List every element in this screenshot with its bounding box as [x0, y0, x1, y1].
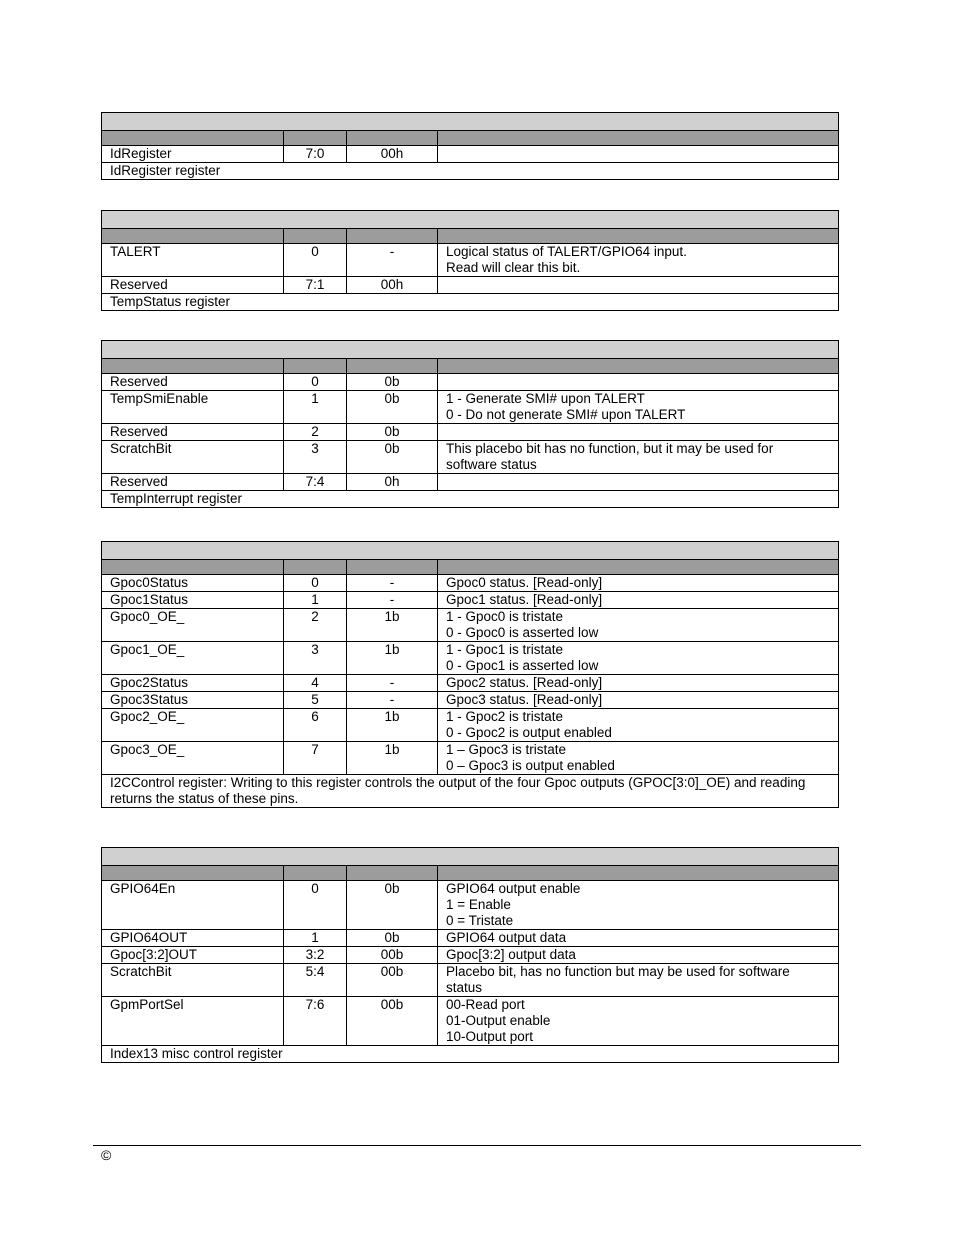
bits-cell: 5 [284, 692, 347, 709]
description-cell [438, 881, 839, 930]
description-cell [438, 609, 839, 642]
table-row [102, 441, 839, 474]
table-caption-row [102, 1046, 839, 1063]
description-cell [438, 474, 839, 491]
description-cell [438, 391, 839, 424]
default-cell: 1b [347, 609, 438, 642]
table-caption: IdRegister register [102, 163, 839, 180]
table-header-row [102, 359, 839, 374]
field-name-cell: Gpoc0_OE_ [102, 609, 284, 642]
description-line: This placebo bit has no function, but it may be used for [446, 441, 774, 456]
header-cell [284, 229, 347, 244]
table-title-bar [102, 542, 839, 560]
field-name-cell: Gpoc2Status [102, 675, 284, 692]
table-caption-row [102, 491, 839, 508]
header-cell [347, 131, 438, 146]
default-cell: - [347, 692, 438, 709]
bits-cell: 1 [284, 930, 347, 947]
table-row [102, 930, 839, 947]
default-cell: 0b [347, 441, 438, 474]
bits-cell: 0 [284, 244, 347, 277]
field-name-cell: Gpoc[3:2]OUT [102, 947, 284, 964]
description-cell [438, 441, 839, 474]
field-name-cell: TALERT [102, 244, 284, 277]
field-name-cell: GpmPortSel [102, 997, 284, 1046]
header-cell [102, 131, 284, 146]
default-cell: 0b [347, 374, 438, 391]
description-line: 0 = Tristate [446, 913, 514, 928]
table-row [102, 947, 839, 964]
bits-cell: 2 [284, 609, 347, 642]
description-cell [438, 692, 839, 709]
table-caption-row [102, 775, 839, 808]
description-line: 1 - Generate SMI# upon TALERT [446, 391, 645, 406]
bits-cell: 6 [284, 709, 347, 742]
field-name-cell: TempSmiEnable [102, 391, 284, 424]
description-line: GPIO64 output data [446, 930, 567, 945]
table-caption: TempInterrupt register [102, 491, 839, 508]
default-cell: 00h [347, 277, 438, 294]
table-header-row [102, 229, 839, 244]
idregister-table [101, 112, 839, 180]
description-cell [438, 997, 839, 1046]
header-cell [284, 866, 347, 881]
description-line: Gpoc[3:2] output data [446, 947, 576, 962]
field-name-cell: Gpoc0Status [102, 575, 284, 592]
table-caption: Index13 misc control register [102, 1046, 839, 1063]
table-row [102, 277, 839, 294]
description-line: 1 - Gpoc0 is tristate [446, 609, 564, 624]
description-line: Read will clear this bit. [446, 260, 581, 275]
header-cell [438, 560, 839, 575]
description-line: 10-Output port [446, 1029, 534, 1044]
table-row [102, 575, 839, 592]
table-title-bar [102, 113, 839, 131]
description-line: Gpoc0 status. [Read-only] [446, 575, 603, 590]
description-line: GPIO64 output enable [446, 881, 581, 896]
default-cell: 1b [347, 742, 438, 775]
bits-cell: 7:6 [284, 997, 347, 1046]
description-line: Gpoc2 status. [Read-only] [446, 675, 603, 690]
description-line: 1 - Gpoc2 is tristate [446, 709, 564, 724]
description-cell [438, 947, 839, 964]
footer-divider [93, 1145, 861, 1146]
field-name-cell: Reserved [102, 474, 284, 491]
default-cell: 0b [347, 424, 438, 441]
bits-cell: 3 [284, 441, 347, 474]
table-row [102, 675, 839, 692]
table-title-bar [102, 341, 839, 359]
description-line: 01-Output enable [446, 1013, 551, 1028]
header-cell [102, 560, 284, 575]
default-cell: 1b [347, 642, 438, 675]
bits-cell: 1 [284, 592, 347, 609]
description-cell [438, 592, 839, 609]
i2ccontrol-table [101, 541, 839, 808]
table-caption-row [102, 163, 839, 180]
description-line: Logical status of TALERT/GPIO64 input. [446, 244, 687, 259]
description-cell [438, 709, 839, 742]
table-row [102, 244, 839, 277]
default-cell: 00b [347, 947, 438, 964]
table-title-bar [102, 848, 839, 866]
header-cell [102, 359, 284, 374]
description-line: 1 – Gpoc3 is tristate [446, 742, 567, 757]
tempinterrupt-table [101, 340, 839, 508]
header-cell [102, 866, 284, 881]
table-row [102, 709, 839, 742]
header-cell [284, 359, 347, 374]
description-cell [438, 424, 839, 441]
default-cell: 0b [347, 881, 438, 930]
bits-cell: 0 [284, 374, 347, 391]
bits-cell: 7:0 [284, 146, 347, 163]
field-name-cell: Gpoc1Status [102, 592, 284, 609]
field-name-cell: IdRegister [102, 146, 284, 163]
bits-cell: 4 [284, 675, 347, 692]
header-cell [438, 131, 839, 146]
table-header-row [102, 560, 839, 575]
table-row [102, 374, 839, 391]
field-name-cell: Reserved [102, 374, 284, 391]
default-cell: - [347, 592, 438, 609]
default-cell: 0h [347, 474, 438, 491]
field-name-cell: GPIO64OUT [102, 930, 284, 947]
table-row [102, 609, 839, 642]
description-line: 0 - Do not generate SMI# upon TALERT [446, 407, 686, 422]
header-cell [438, 229, 839, 244]
field-name-cell: ScratchBit [102, 441, 284, 474]
description-line: 0 – Gpoc3 is output enabled [446, 758, 615, 773]
field-name-cell: ScratchBit [102, 964, 284, 997]
bits-cell: 0 [284, 881, 347, 930]
table-row [102, 742, 839, 775]
bits-cell: 3:2 [284, 947, 347, 964]
table-header-row [102, 131, 839, 146]
description-line: 0 - Gpoc0 is asserted low [446, 625, 599, 640]
header-cell [102, 229, 284, 244]
table-row [102, 424, 839, 441]
table-row [102, 391, 839, 424]
description-cell [438, 374, 839, 391]
table-row [102, 146, 839, 163]
description-line: 00-Read port [446, 997, 525, 1012]
index13-misc-control-table [101, 847, 839, 1063]
field-name-cell: GPIO64En [102, 881, 284, 930]
table-row [102, 642, 839, 675]
table-row [102, 692, 839, 709]
bits-cell: 7:1 [284, 277, 347, 294]
default-cell: - [347, 675, 438, 692]
description-cell [438, 964, 839, 997]
description-cell [438, 146, 839, 163]
description-line: 0 - Gpoc1 is asserted low [446, 658, 599, 673]
table-title-bar [102, 211, 839, 229]
description-line: Gpoc3 status. [Read-only] [446, 692, 603, 707]
default-cell: 00b [347, 997, 438, 1046]
default-cell: - [347, 244, 438, 277]
description-line: 0 - Gpoc2 is output enabled [446, 725, 612, 740]
header-cell [438, 359, 839, 374]
description-line: software status [446, 457, 537, 472]
bits-cell: 7:4 [284, 474, 347, 491]
bits-cell: 1 [284, 391, 347, 424]
bits-cell: 5:4 [284, 964, 347, 997]
field-name-cell: Gpoc2_OE_ [102, 709, 284, 742]
description-cell [438, 575, 839, 592]
header-cell [284, 131, 347, 146]
table-caption: I2CControl register: Writing to this register controls the output of the four Gpoc outputs (GPOC[3:0]_OE) and reading returns the status of these pins. [102, 775, 839, 808]
table-caption: TempStatus register [102, 294, 839, 311]
header-cell [347, 866, 438, 881]
description-cell [438, 244, 839, 277]
table-row [102, 881, 839, 930]
tempstatus-table [101, 210, 839, 311]
field-name-cell: Gpoc3Status [102, 692, 284, 709]
default-cell: 00h [347, 146, 438, 163]
default-cell: 0b [347, 391, 438, 424]
table-row [102, 592, 839, 609]
table-row [102, 964, 839, 997]
description-cell [438, 930, 839, 947]
header-cell [438, 866, 839, 881]
description-line: 1 = Enable [446, 897, 511, 912]
copyright-symbol: © [101, 1147, 112, 1163]
bits-cell: 2 [284, 424, 347, 441]
field-name-cell: Reserved [102, 277, 284, 294]
default-cell: 1b [347, 709, 438, 742]
field-name-cell: Reserved [102, 424, 284, 441]
header-cell [347, 359, 438, 374]
bits-cell: 3 [284, 642, 347, 675]
table-row [102, 997, 839, 1046]
description-line: Gpoc1 status. [Read-only] [446, 592, 603, 607]
description-cell [438, 675, 839, 692]
description-line: Placebo bit, has no function but may be used for software [446, 964, 790, 979]
default-cell: - [347, 575, 438, 592]
table-caption-row [102, 294, 839, 311]
table-header-row [102, 866, 839, 881]
table-row [102, 474, 839, 491]
header-cell [284, 560, 347, 575]
bits-cell: 0 [284, 575, 347, 592]
description-line: 1 - Gpoc1 is tristate [446, 642, 564, 657]
description-cell [438, 642, 839, 675]
field-name-cell: Gpoc1_OE_ [102, 642, 284, 675]
description-line: status [446, 980, 483, 995]
default-cell: 00b [347, 964, 438, 997]
field-name-cell: Gpoc3_OE_ [102, 742, 284, 775]
header-cell [347, 560, 438, 575]
default-cell: 0b [347, 930, 438, 947]
description-cell [438, 277, 839, 294]
description-cell [438, 742, 839, 775]
bits-cell: 7 [284, 742, 347, 775]
header-cell [347, 229, 438, 244]
